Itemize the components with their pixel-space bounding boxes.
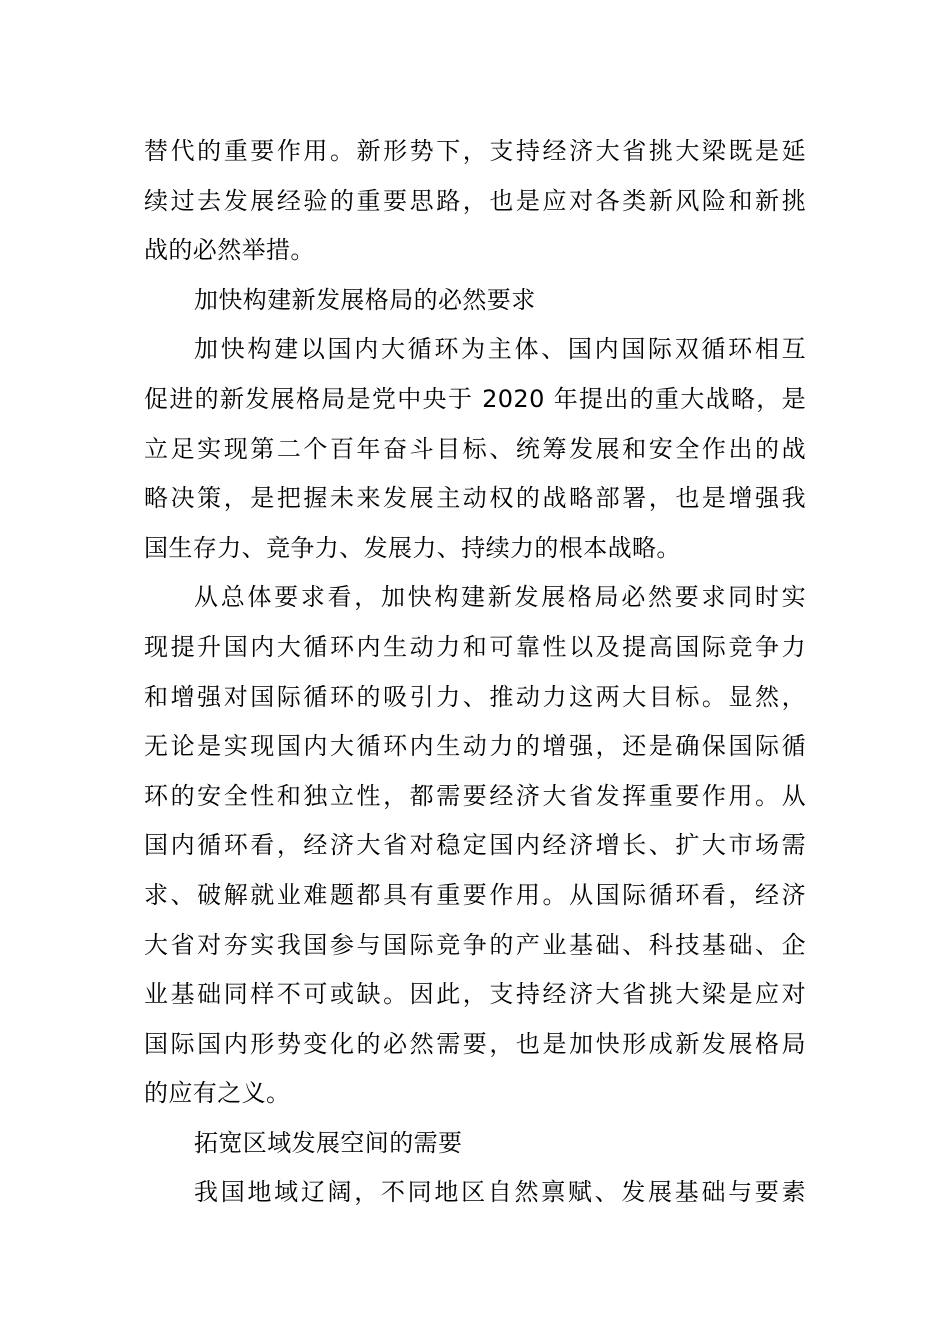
text-line: 加快构建以国内大循环为主体、国内国际双循环相互 xyxy=(194,335,806,364)
document-body xyxy=(144,127,806,1218)
text-line: 国生存力、竞争力、发展力、持续力的根本战略。 xyxy=(144,533,681,562)
text-line: 求、破解就业难题都具有重要作用。从国际循环看，经济 xyxy=(144,880,806,909)
text-line: 略决策，是把握未来发展主动权的战略部署，也是增强我 xyxy=(144,484,806,513)
text-line: 现提升国内大循环内生动力和可靠性以及提高国际竞争力 xyxy=(144,632,806,661)
text-line: 和增强对国际循环的吸引力、推动力这两大目标。显然， xyxy=(144,682,806,711)
text-line: 国际国内形势变化的必然需要，也是加快形成新发展格局 xyxy=(144,1029,806,1058)
section-heading: 加快构建新发展格局的必然要求 xyxy=(194,285,536,314)
paragraph xyxy=(144,127,806,276)
text-line: 大省对夯实我国参与国际竞争的产业基础、科技基础、企 xyxy=(144,930,806,959)
paragraph xyxy=(144,573,806,1119)
text-line: 环的安全性和独立性，都需要经济大省发挥重要作用。从 xyxy=(144,781,806,810)
text-line: 替代的重要作用。新形势下，支持经济大省挑大梁既是延 xyxy=(144,137,806,165)
text-line: 我国地域辽阔，不同地区自然禀赋、发展基础与要素 xyxy=(194,1178,806,1207)
text-line: 国内循环看，经济大省对稳定国内经济增长、扩大市场需 xyxy=(144,831,806,860)
text-line: 的应有之义。 xyxy=(144,1079,291,1108)
text-line: 续过去发展经验的重要思路，也是应对各类新风险和新挑 xyxy=(144,186,806,215)
text-line: 从总体要求看，加快构建新发展格局必然要求同时实 xyxy=(194,583,806,612)
paragraph xyxy=(144,1168,806,1218)
text-line: 无论是实现国内大循环内生动力的增强，还是确保国际循 xyxy=(144,732,806,761)
text-line: 促进的新发展格局是党中央于 2020 年提出的重大战略，是 xyxy=(144,384,806,413)
text-line: 业基础同样不可或缺。因此，支持经济大省挑大梁是应对 xyxy=(144,980,806,1009)
section-heading: 拓宽区域发展空间的需要 xyxy=(194,1128,463,1157)
text-line: 战的必然举措。 xyxy=(144,236,315,265)
paragraph xyxy=(144,325,806,573)
text-line: 立足实现第二个百年奋斗目标、统筹发展和安全作出的战 xyxy=(144,434,806,463)
